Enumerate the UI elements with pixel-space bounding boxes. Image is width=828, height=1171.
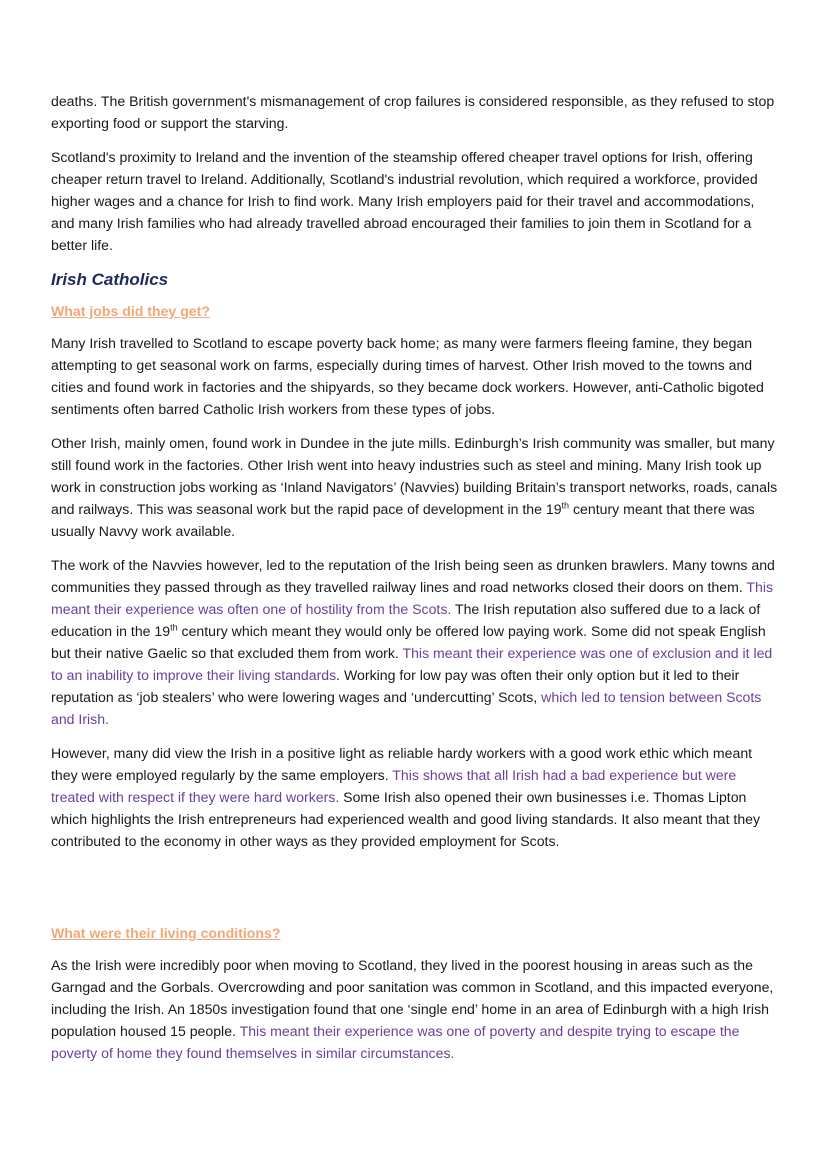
superscript: th	[561, 500, 570, 511]
spacer	[51, 864, 781, 922]
jobs-heading: What jobs did they get?	[51, 303, 210, 319]
highlight-text: which led to tension between Scots and Irish.	[51, 689, 762, 727]
highlight-text: This meant their experience was one of exclusion and it led to an inability to improve their living standards	[51, 645, 773, 683]
text-span: Some Irish also opened their own businesses i.e. Thomas Lipton which highlights the Irish entrepreneurs had experienced wealth and good living standards. It also meant that they contributed to the economy in other ways as they provided employment for Scots.	[51, 789, 761, 849]
highlight-text: This meant their experience was often one of hostility from the Scots.	[51, 579, 774, 617]
document-body	[51, 90, 781, 1076]
text-span: The work of the Navvies however, led to the reputation of the Irish being seen as drunken brawlers. Many towns and communities they passed through as they travelled railway lines and road networks closed their doors on them.	[51, 557, 775, 595]
text-span: However, many did view the Irish in a positive light as reliable hardy workers with a good work ethic which meant they were employed regularly by the same employers.	[51, 745, 753, 783]
jobs-paragraph-1: Many Irish travelled to Scotland to escape poverty back home; as many were farmers fleeing famine, they began attempting to get seasonal work on farms, especially during times of harvest. Other Irish moved to the towns and cities and found work in factories and the shipyards, so they became dock workers. However, anti-Catholic bigoted sentiments often barred Catholic Irish workers from these types of jobs.	[51, 335, 764, 417]
jobs-paragraph-4	[51, 742, 781, 852]
text-span: century which meant they would only be offered low paying work. Some did not speak English but their native Gaelic so that excluded them from work.	[51, 623, 766, 661]
text-span: . Working for low pay was often their only option but it led to their reputation as ‘job stealers’ who were lowering wages and ‘undercutting’ Scots,	[51, 667, 740, 705]
living-paragraph-1	[51, 954, 781, 1064]
jobs-paragraph-2	[51, 432, 781, 542]
text-span: As the Irish were incredibly poor when moving to Scotland, they lived in the poorest housing in areas such as the Garngad and the Gorbals. Overcrowding and poor sanitation was common in Scotland, and this impacted everyone, including the Irish. An 1850s investigation found that one ‘single end’ home in an area of Edinburgh with a high Irish population housed 15 people.	[51, 957, 774, 1039]
text-span: century meant that there was usually Navvy work available.	[51, 501, 755, 539]
intro-paragraph-2: Scotland's proximity to Ireland and the invention of the steamship offered cheaper travel options for Irish, offering cheaper return travel to Ireland. Additionally, Scotland's industrial revolution, which required a workforce, provided higher wages and a chance for Irish to find work. Many Irish employers paid for their travel and accommodations, and many Irish families who had already travelled abroad encouraged their families to join them in Scotland for a better life.	[51, 149, 758, 253]
text-span: The Irish reputation also suffered due to a lack of education in the 19	[51, 601, 761, 639]
superscript: th	[170, 622, 178, 633]
section-title: Irish Catholics	[51, 270, 169, 289]
intro-paragraph-1: deaths. The British government's mismanagement of crop failures is considered responsible, as they refused to stop exporting food or support the starving.	[51, 93, 775, 131]
highlight-text: This meant their experience was one of poverty and despite trying to escape the poverty of home they found themselves in similar circumstances.	[51, 1023, 740, 1061]
highlight-text: This shows that all Irish had a bad experience but were treated with respect if they were hard workers.	[51, 767, 737, 805]
text-span: Other Irish, mainly omen, found work in Dundee in the jute mills. Edinburgh’s Irish community was smaller, but many still found work in the factories. Other Irish went into heavy industries such as steel and mining. Many Irish took up work in construction jobs working as ‘Inland Navigators’ (Navvies) building Britain’s transport networks, roads, canals and railways. This was seasonal work but the rapid pace of development in the 19	[51, 435, 778, 517]
living-heading: What were their living conditions?	[51, 925, 281, 941]
jobs-paragraph-3	[51, 554, 781, 730]
